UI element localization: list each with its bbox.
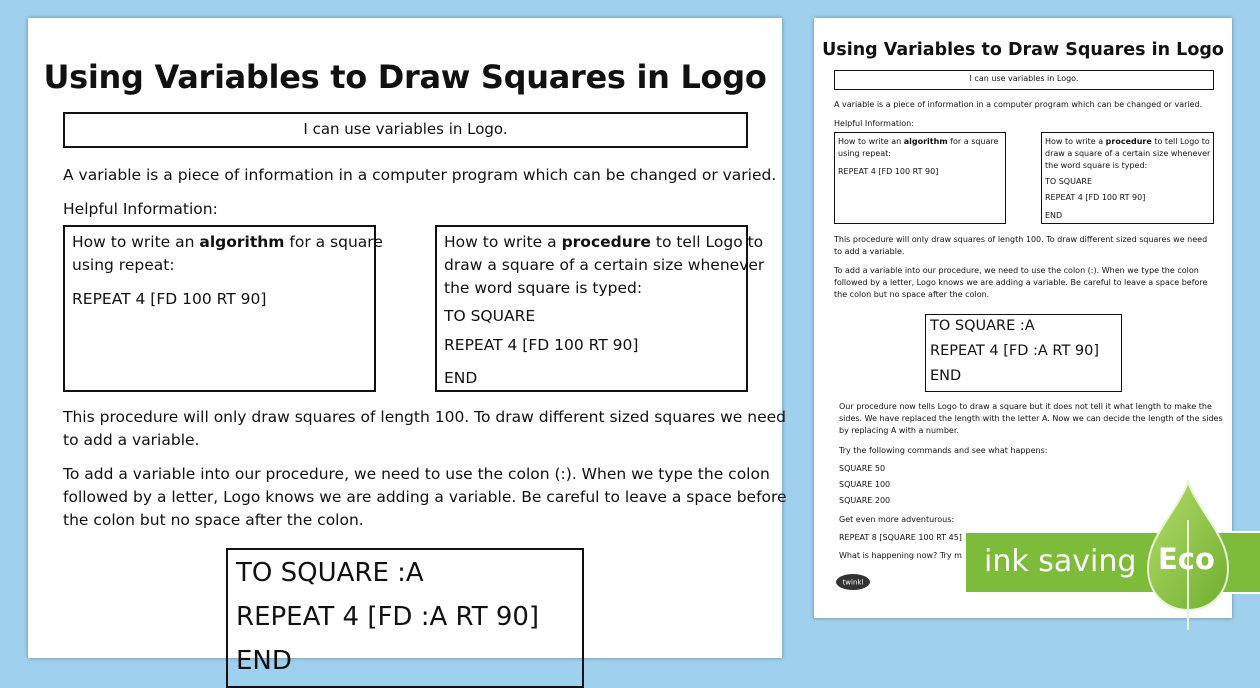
small-try-heading: Try the following commands and see what happens:: [839, 446, 1048, 455]
small-algorithm-code: REPEAT 4 [FD 100 RT 90]: [838, 167, 939, 176]
small-variable-code-box: [925, 314, 1122, 392]
small-algorithm-line2: using repeat:: [838, 149, 891, 158]
small-procedure-code1: TO SQUARE: [1045, 177, 1093, 186]
procedure-line1: How to write a procedure to tell Logo to: [444, 233, 764, 251]
small-algorithm-line1: How to write an algorithm for a square: [838, 137, 999, 146]
small-procedure-code3: END: [1045, 211, 1063, 220]
small-command: SQUARE 100: [839, 480, 891, 489]
intro-text: A variable is a piece of information in a computer program which can be changed or varied.: [63, 166, 777, 184]
para-colon-line3: the colon but no space after the colon.: [63, 511, 364, 529]
objective-box: [63, 112, 748, 148]
algorithm-line2: using repeat:: [72, 256, 175, 274]
small-helpful-heading: Helpful Information:: [834, 119, 914, 128]
eco-label: Eco: [1158, 542, 1215, 576]
helpful-heading: Helpful Information:: [63, 200, 218, 218]
small-para-colon-line2: followed by a letter, Logo knows we are adding a variable. Be careful to leave a space before: [834, 278, 1208, 287]
small-para-tells-line3: by replacing A with a number.: [839, 426, 959, 435]
procedure-line2: draw a square of a certain size whenever: [444, 256, 765, 274]
procedure-line3: the word square is typed:: [444, 279, 643, 297]
para-colon-line1: To add a variable into our procedure, we need to use the colon (:). When we type the colon: [63, 465, 770, 483]
variable-code-line2: REPEAT 4 [FD :A RT 90]: [236, 602, 540, 632]
small-objective-text: I can use variables in Logo.: [969, 74, 1079, 83]
small-adventurous-code: REPEAT 8 [SQUARE 100 RT 45]: [839, 533, 962, 542]
algorithm-box: [63, 225, 383, 392]
small-para-tells-line2: sides. We have replaced the length with the letter A. Now we can decide the length of the sides: [839, 414, 1223, 423]
eco-drop-icon: [1140, 480, 1236, 634]
para-length-line2: to add a variable.: [63, 431, 200, 449]
small-para-colon-line1: To add a variable into our procedure, we need to use the colon (:). When we type the colon: [834, 266, 1199, 275]
small-question: What is happening now? Try m: [839, 551, 962, 560]
worksheet-large: [28, 18, 787, 676]
small-variable-code-line2: REPEAT 4 [FD :A RT 90]: [930, 343, 1100, 359]
small-variable-code-line1: TO SQUARE :A: [930, 318, 1035, 334]
small-para-length-line1: This procedure will only draw squares of length 100. To draw different sized squares we need: [834, 235, 1208, 244]
twinkl-logo: [834, 572, 872, 592]
small-procedure-line2: draw a square of a certain size whenever: [1045, 149, 1211, 158]
procedure-code2: REPEAT 4 [FD 100 RT 90]: [444, 336, 639, 354]
small-para-tells-line1: Our procedure now tells Logo to draw a square but it does not tell it what length to make the: [839, 402, 1212, 411]
small-intro-text: A variable is a piece of information in a computer program which can be changed or varied.: [834, 100, 1203, 109]
small-para-colon-line3: the colon but no space after the colon.: [834, 290, 990, 299]
small-algorithm-box: [834, 132, 1006, 224]
small-procedure-line1: How to write a procedure to tell Logo to: [1045, 137, 1210, 146]
algorithm-line1: How to write an algorithm for a square: [72, 233, 383, 251]
small-para-length-line2: to add a variable.: [834, 247, 905, 256]
small-worksheet-title: Using Variables to Draw Squares in Logo: [822, 40, 1224, 60]
small-variable-code-line3: END: [930, 368, 962, 384]
worksheet-title: Using Variables to Draw Squares in Logo: [43, 58, 767, 96]
small-command: SQUARE 200: [839, 496, 891, 505]
small-command: SQUARE 50: [839, 464, 886, 473]
small-procedure-box: [1041, 132, 1214, 224]
objective-text: I can use variables in Logo.: [303, 120, 508, 138]
algorithm-code: REPEAT 4 [FD 100 RT 90]: [72, 290, 267, 308]
procedure-code3: END: [444, 369, 478, 387]
small-objective-box: [834, 70, 1214, 90]
variable-code-box: [226, 548, 584, 688]
small-adventurous: Get even more adventurous:: [839, 515, 955, 524]
para-length-line1: This procedure will only draw squares of length 100. To draw different sized squares we need: [63, 408, 786, 426]
procedure-box: [435, 225, 765, 392]
para-colon-line2: followed by a letter, Logo knows we are adding a variable. Be careful to leave a space before: [63, 488, 787, 506]
small-procedure-line3: the word square is typed:: [1045, 161, 1148, 170]
variable-code-line1: TO SQUARE :A: [236, 558, 424, 588]
ink-saving-label: ink saving: [984, 544, 1137, 579]
variable-code-line3: END: [236, 646, 292, 676]
procedure-code1: TO SQUARE: [444, 307, 536, 325]
small-procedure-code2: REPEAT 4 [FD 100 RT 90]: [1045, 193, 1146, 202]
twinkl-logo-text: twinkl: [842, 578, 864, 587]
